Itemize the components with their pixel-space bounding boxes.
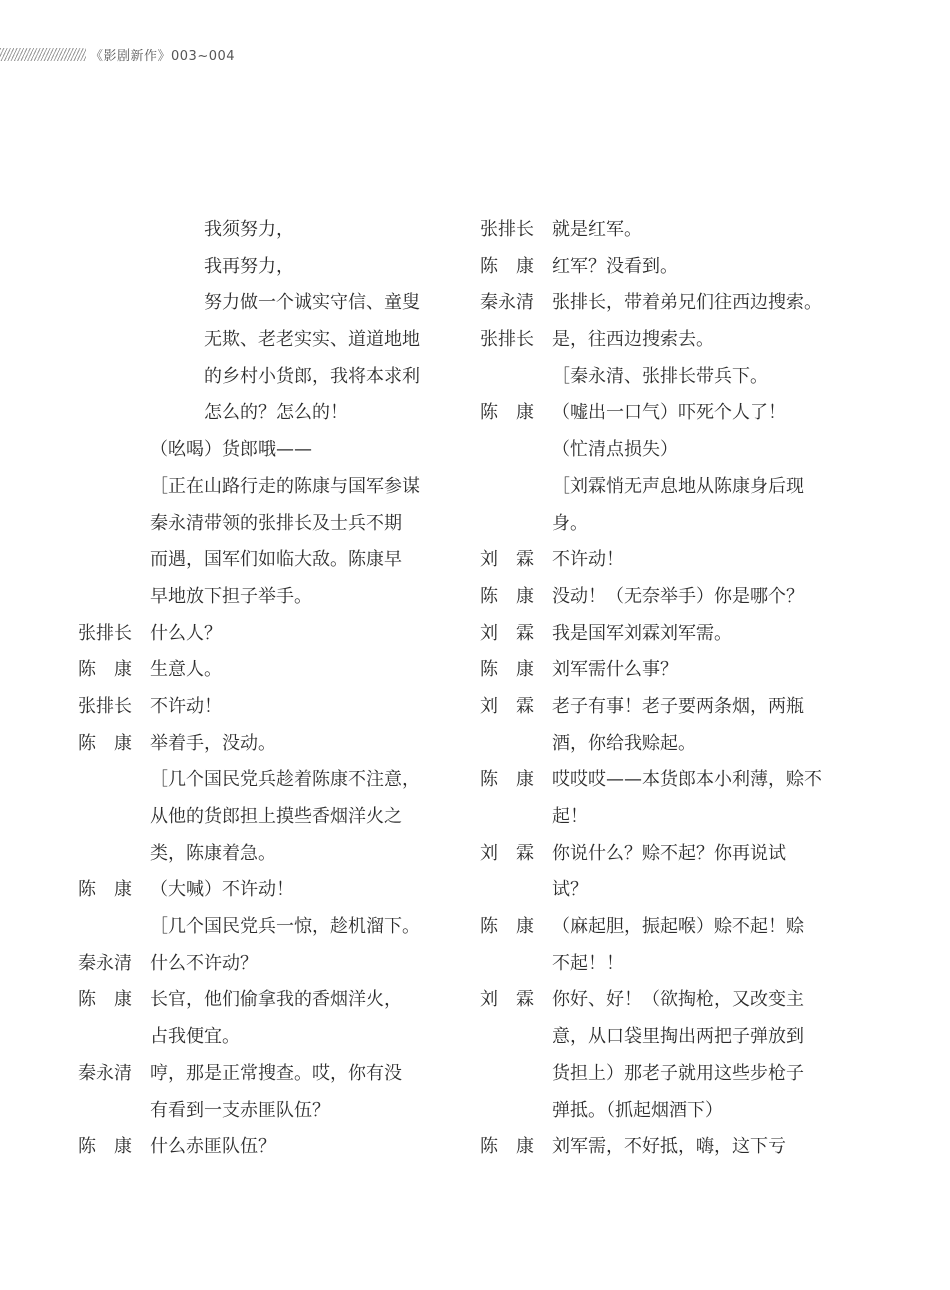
script-line	[480, 652, 840, 689]
line-text: ［秦永清、张排长带兵下。	[552, 365, 768, 387]
script-line	[78, 285, 438, 322]
line-text: 没动！（无奈举手）你是哪个？	[552, 585, 804, 607]
line-text: 有看到一支赤匪队伍？	[150, 1099, 330, 1121]
script-line	[480, 285, 840, 322]
script-line	[480, 946, 840, 983]
line-text: 不起！！	[552, 952, 624, 974]
script-line	[78, 506, 438, 543]
line-text: 是，往西边搜索去。	[552, 329, 714, 351]
script-line	[78, 909, 438, 946]
line-text: 试？	[552, 879, 588, 901]
speaker-name: 秦永清	[480, 292, 534, 314]
speaker-name: 陈 康	[480, 255, 534, 277]
script-line	[78, 359, 438, 396]
line-text: 秦永清带领的张排长及士兵不期	[150, 512, 402, 534]
speaker-name: 刘 霖	[480, 622, 534, 644]
line-text: ［几个国民党兵趁着陈康不注意，	[150, 769, 420, 791]
speaker-name: 陈 康	[480, 659, 534, 681]
line-text: 不许动！	[552, 549, 624, 571]
header-hatch-decoration	[0, 48, 86, 61]
line-text: 什么不许动？	[150, 952, 258, 974]
line-text: ［几个国民党兵一惊，趁机溜下。	[150, 916, 420, 938]
speaker-name: 陈 康	[480, 1136, 534, 1158]
line-text: 起！	[552, 806, 588, 827]
speaker-name: 陈 康	[78, 989, 132, 1011]
script-line	[480, 1129, 840, 1166]
line-text: （吆喝）货郎哦——	[150, 439, 312, 461]
line-text: 类，陈康着急。	[150, 842, 276, 864]
script-line	[480, 836, 840, 873]
line-text: 老子有事！老子要两条烟，两瓶	[552, 695, 804, 717]
script-line	[78, 1129, 438, 1166]
line-text: 生意人。	[150, 659, 222, 681]
script-line	[78, 982, 438, 1019]
line-text: 刘军需，不好抵，嗨，这下亏	[552, 1136, 786, 1158]
script-line	[480, 799, 840, 836]
line-text: （嘘出一口气）吓死个人了！	[552, 402, 786, 424]
script-line	[78, 799, 438, 836]
right-text-column	[480, 212, 840, 1166]
line-text: 身。	[552, 512, 588, 534]
line-text: 什么赤匪队伍？	[150, 1136, 276, 1158]
script-line	[480, 762, 840, 799]
script-line	[78, 1093, 438, 1130]
line-text: 早地放下担子举手。	[150, 585, 312, 607]
script-line	[480, 212, 840, 249]
line-text: 的乡村小货郎，我将本求利	[204, 365, 420, 387]
line-text: 努力做一个诚实守信、童叟	[204, 292, 420, 314]
line-text: 哎哎哎——本货郎本小利薄，赊不	[552, 769, 822, 791]
line-text: 哼，那是正常搜查。哎，你有没	[150, 1062, 402, 1084]
speaker-name: 陈 康	[78, 879, 132, 901]
line-text: 怎么的？怎么的！	[204, 402, 348, 424]
script-line	[78, 1056, 438, 1093]
script-line	[78, 616, 438, 653]
script-line	[78, 249, 438, 286]
speaker-name: 刘 霖	[480, 842, 534, 864]
speaker-name: 陈 康	[480, 769, 534, 791]
speaker-name: 陈 康	[480, 402, 534, 424]
script-line	[480, 1019, 840, 1056]
line-text: 酒，你给我赊起。	[552, 732, 696, 754]
script-line	[78, 395, 438, 432]
script-line	[78, 652, 438, 689]
script-line	[480, 579, 840, 616]
script-line	[78, 946, 438, 983]
line-text: 弹抵。（抓起烟酒下）	[552, 1099, 723, 1121]
script-line	[78, 322, 438, 359]
script-line	[480, 395, 840, 432]
line-text: 而遇，国军们如临大敌。陈康早	[150, 549, 402, 571]
script-line	[78, 689, 438, 726]
speaker-name: 张排长	[78, 695, 132, 717]
script-line	[480, 322, 840, 359]
script-line	[78, 872, 438, 909]
script-line	[480, 1093, 840, 1130]
script-line	[78, 579, 438, 616]
script-line	[480, 909, 840, 946]
line-text: 就是红军。	[552, 219, 642, 240]
script-line	[78, 1019, 438, 1056]
line-text: 红军？没看到。	[552, 255, 678, 277]
speaker-name: 张排长	[480, 219, 534, 240]
speaker-name: 刘 霖	[480, 989, 534, 1011]
script-line	[78, 469, 438, 506]
line-text: 货担上）那老子就用这些步枪子	[552, 1062, 804, 1084]
line-text: 刘军需什么事？	[552, 659, 678, 681]
speaker-name: 秦永清	[78, 952, 132, 974]
line-text: （大喊）不许动！	[150, 879, 294, 901]
script-line	[78, 762, 438, 799]
speaker-name: 陈 康	[480, 916, 534, 938]
journal-reference: 《影剧新作》003~004	[90, 48, 236, 64]
line-text: （麻起胆，振起喉）赊不起！赊	[552, 916, 804, 938]
line-text: 你好、好！（欲掏枪，又改变主	[552, 989, 804, 1011]
script-line	[78, 212, 438, 249]
speaker-name: 张排长	[480, 329, 534, 351]
speaker-name: 刘 霖	[480, 695, 534, 717]
page-header	[0, 44, 235, 64]
line-text: 举着手，没动。	[150, 732, 276, 754]
script-line	[480, 249, 840, 286]
script-line	[480, 616, 840, 653]
line-text: 从他的货郎担上摸些香烟洋火之	[150, 806, 402, 827]
speaker-name: 刘 霖	[480, 549, 534, 571]
line-text: 我再努力，	[204, 255, 294, 277]
script-line	[78, 432, 438, 469]
script-line	[480, 982, 840, 1019]
script-line	[480, 506, 840, 543]
script-line	[480, 469, 840, 506]
line-text: （忙清点损失）	[552, 439, 678, 461]
line-text: 我须努力，	[204, 219, 294, 240]
script-line	[480, 542, 840, 579]
line-text: 张排长，带着弟兄们往西边搜索。	[552, 292, 822, 314]
speaker-name: 秦永清	[78, 1062, 132, 1084]
line-text: ［正在山路行走的陈康与国军参谋	[150, 475, 420, 497]
line-text: 不许动！	[150, 695, 222, 717]
script-line	[78, 836, 438, 873]
left-text-column	[78, 212, 438, 1166]
line-text: 我是国军刘霖刘军需。	[552, 622, 732, 644]
line-text: 什么人？	[150, 622, 222, 644]
line-text: ［刘霖悄无声息地从陈康身后现	[552, 475, 804, 497]
line-text: 意，从口袋里掏出两把子弹放到	[552, 1026, 804, 1048]
speaker-name: 陈 康	[78, 659, 132, 681]
line-text: 你说什么？赊不起？你再说试	[552, 842, 786, 864]
script-line	[480, 872, 840, 909]
script-line	[480, 359, 840, 396]
speaker-name: 张排长	[78, 622, 132, 644]
script-line	[480, 689, 840, 726]
script-line	[78, 726, 438, 763]
speaker-name: 陈 康	[480, 585, 534, 607]
script-line	[480, 726, 840, 763]
line-text: 无欺、老老实实、道道地地	[204, 329, 420, 351]
script-line	[480, 432, 840, 469]
line-text: 占我便宜。	[150, 1026, 240, 1048]
script-line	[78, 542, 438, 579]
line-text: 长官，他们偷拿我的香烟洋火，	[150, 989, 402, 1011]
script-line	[480, 1056, 840, 1093]
speaker-name: 陈 康	[78, 1136, 132, 1158]
speaker-name: 陈 康	[78, 732, 132, 754]
